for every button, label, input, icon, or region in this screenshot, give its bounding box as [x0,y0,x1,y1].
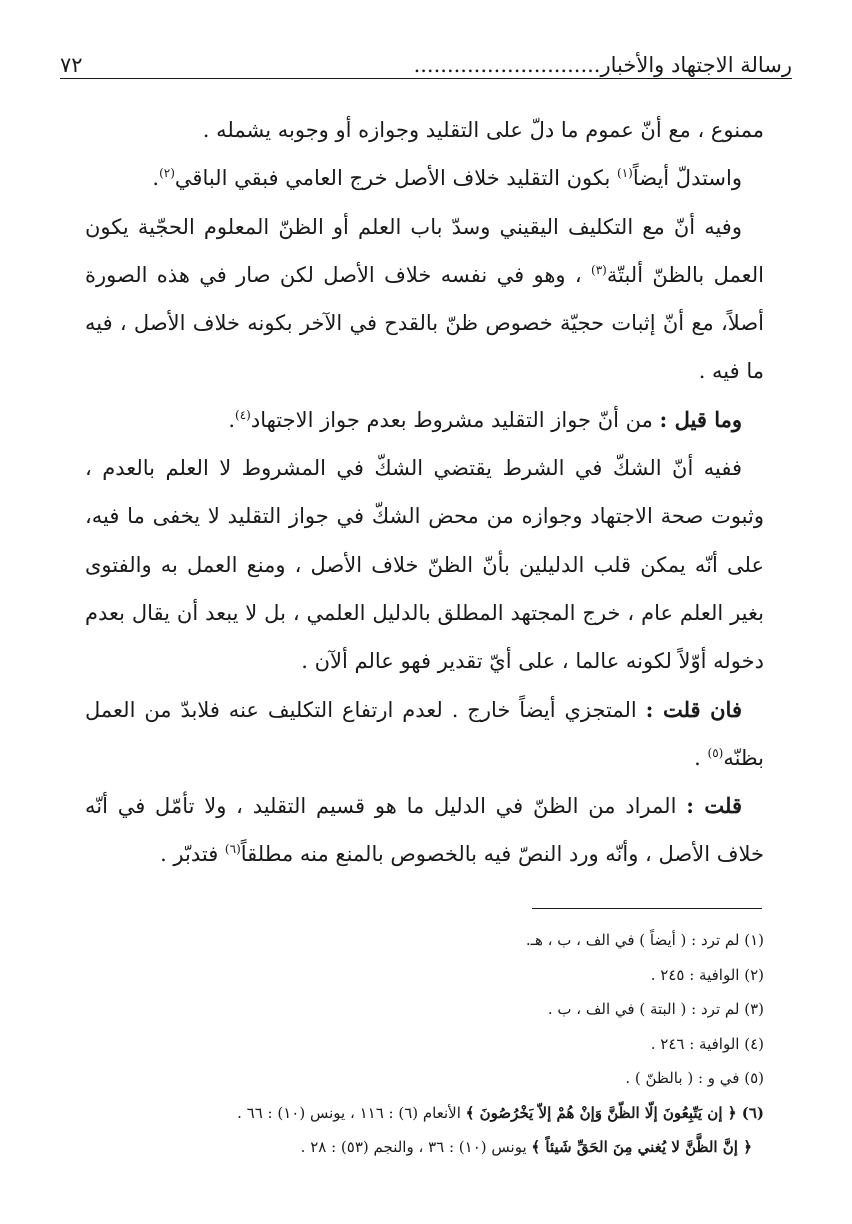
header-title: رسالة الاجتهاد والأخبار [600,53,792,77]
paragraph-6 [85,686,764,783]
footnote-ref-1: (١) [617,166,633,181]
fn6-citation-1: الأنعام (٦) : ١١٦ ، يونس (١٠) : ٦٦ . [237,1103,466,1122]
page-header [60,36,792,76]
paragraph-2 [85,154,764,202]
footnotes [100,923,764,1165]
footnote-ref-4: (٤) [235,407,251,422]
p4-text-b: . [228,407,236,432]
header-rule [60,78,792,79]
p2-text-b: بكون التقليد خلاف الأصل خرج العامي فبقي الباقي [174,166,618,191]
p6-text-b: . [694,745,708,770]
footnote-5: (٥) في و : ( بالظنّ ) . [625,1069,764,1087]
header-leader: ............................ [413,53,601,77]
paragraph-7 [85,782,764,879]
p6-text-a: المتجزي أيضاً خارج . لعدم ارتفاع التكليف عنه فلابدّ من العمل بظنّه [85,697,764,770]
footnote-ref-6: (٦) [224,842,241,857]
p4-text-a: من أنّ جواز التقليد مشروط بعدم جواز الاجتهاد [250,407,660,432]
p1-text: ممنوع ، مع أنّ عموم ما دلّ على التقليد وجوازه أو وجوبه يشمله . [202,118,764,142]
footnote-4: (٤) الوافية : ٢٤٦ . [650,1034,764,1053]
footnote-rule [532,908,762,909]
p7-text-a: المراد من الظنّ في الدليل ما هو قسيم التقليد ، ولا تأمّل في أنّه خلاف الأصل ، وأنّه ورد النصّ فيه بالخصوص بالمنع منه مطلقاً [85,794,764,867]
fn6-quran-quote-2: ﴿ إنَّ الظَّنَّ لا يُغني مِنَ الحَقِّ شَيئاً ﴾ [531,1138,752,1156]
p5-text: ففيه أنّ الشكّ في الشرط يقتضي الشكّ في المشروط لا العلم بالعدم ، وثبوت صحة الاجتهاد وجوازه من محض الشكّ في جواز التقليد لا يخفى ما فيه، على أنّه يمكن قلب الدليلين بأنّ الظنّ خلاف الأصل ، ومنع العمل به والفتوى بغير العلم عام ، خرج المجتهد المطلق بالدليل العلمي ، بل لا يبعد أن يقال بعدم دخوله أوّلاً لكونه عالما ، على أيّ تقدير فهو عالم ألآن . [85,456,764,674]
p6-lead: فان قلت : [645,696,742,722]
main-text [85,106,764,879]
paragraph-3 [85,203,764,396]
footnote-1: (١) لم ترد : ( أيضاً ) في الف ، ب ، هـ. [525,931,764,949]
footnote-ref-3: (٣) [591,262,607,277]
p2-text-c: . [152,166,160,191]
footnote-2: (٢) الوافية : ٢٤٥ . [650,965,764,984]
running-title [414,55,792,76]
p3-text-a: وفيه أنّ مع التكليف اليقيني وسدّ باب العلم أو الظنّ المعلوم الحجّية يكون العمل بالظنّ ألبتّة [85,214,765,287]
fn6-quran-quote-1: (٦) ﴿ إن يَتّبِعُونَ إلّا الظّنَّ وَإنْ هُمْ إلاّ يَخْرُصُونَ ﴾ [465,1103,764,1122]
paragraph-1 [85,106,764,154]
p2-text-a: واستدلّ أيضاً [632,166,742,191]
p3-text-b: ، وهو في نفسه خلاف الأصل لكن صار في هذه الصورة أصلاً، مع أنّ إثبات حجيّة خصوص ظنّ بالقدح في الآخر بكونه خلاف الأصل ، فيه ما فيه . [85,262,764,384]
p4-lead: وما قيل : [659,406,742,432]
p7-text-b: فتدبّر . [160,842,225,867]
footnote-ref-2: (٢) [159,166,175,181]
page-number: ٧٢ [60,53,83,77]
footnote-6-continued [100,1130,764,1165]
paragraph-4 [85,396,764,444]
paragraph-5 [85,444,764,685]
fn6-citation-2: يونس (١٠) : ٣٦ ، والنجم (٥٣) : ٢٨ . [300,1138,532,1156]
p7-lead: قلت : [686,793,742,819]
footnote-6 [100,1096,764,1131]
footnote-3: (٣) لم ترد : ( البتة ) في الف ، ب . [547,1000,764,1018]
footnote-ref-5: (٥) [707,745,724,760]
